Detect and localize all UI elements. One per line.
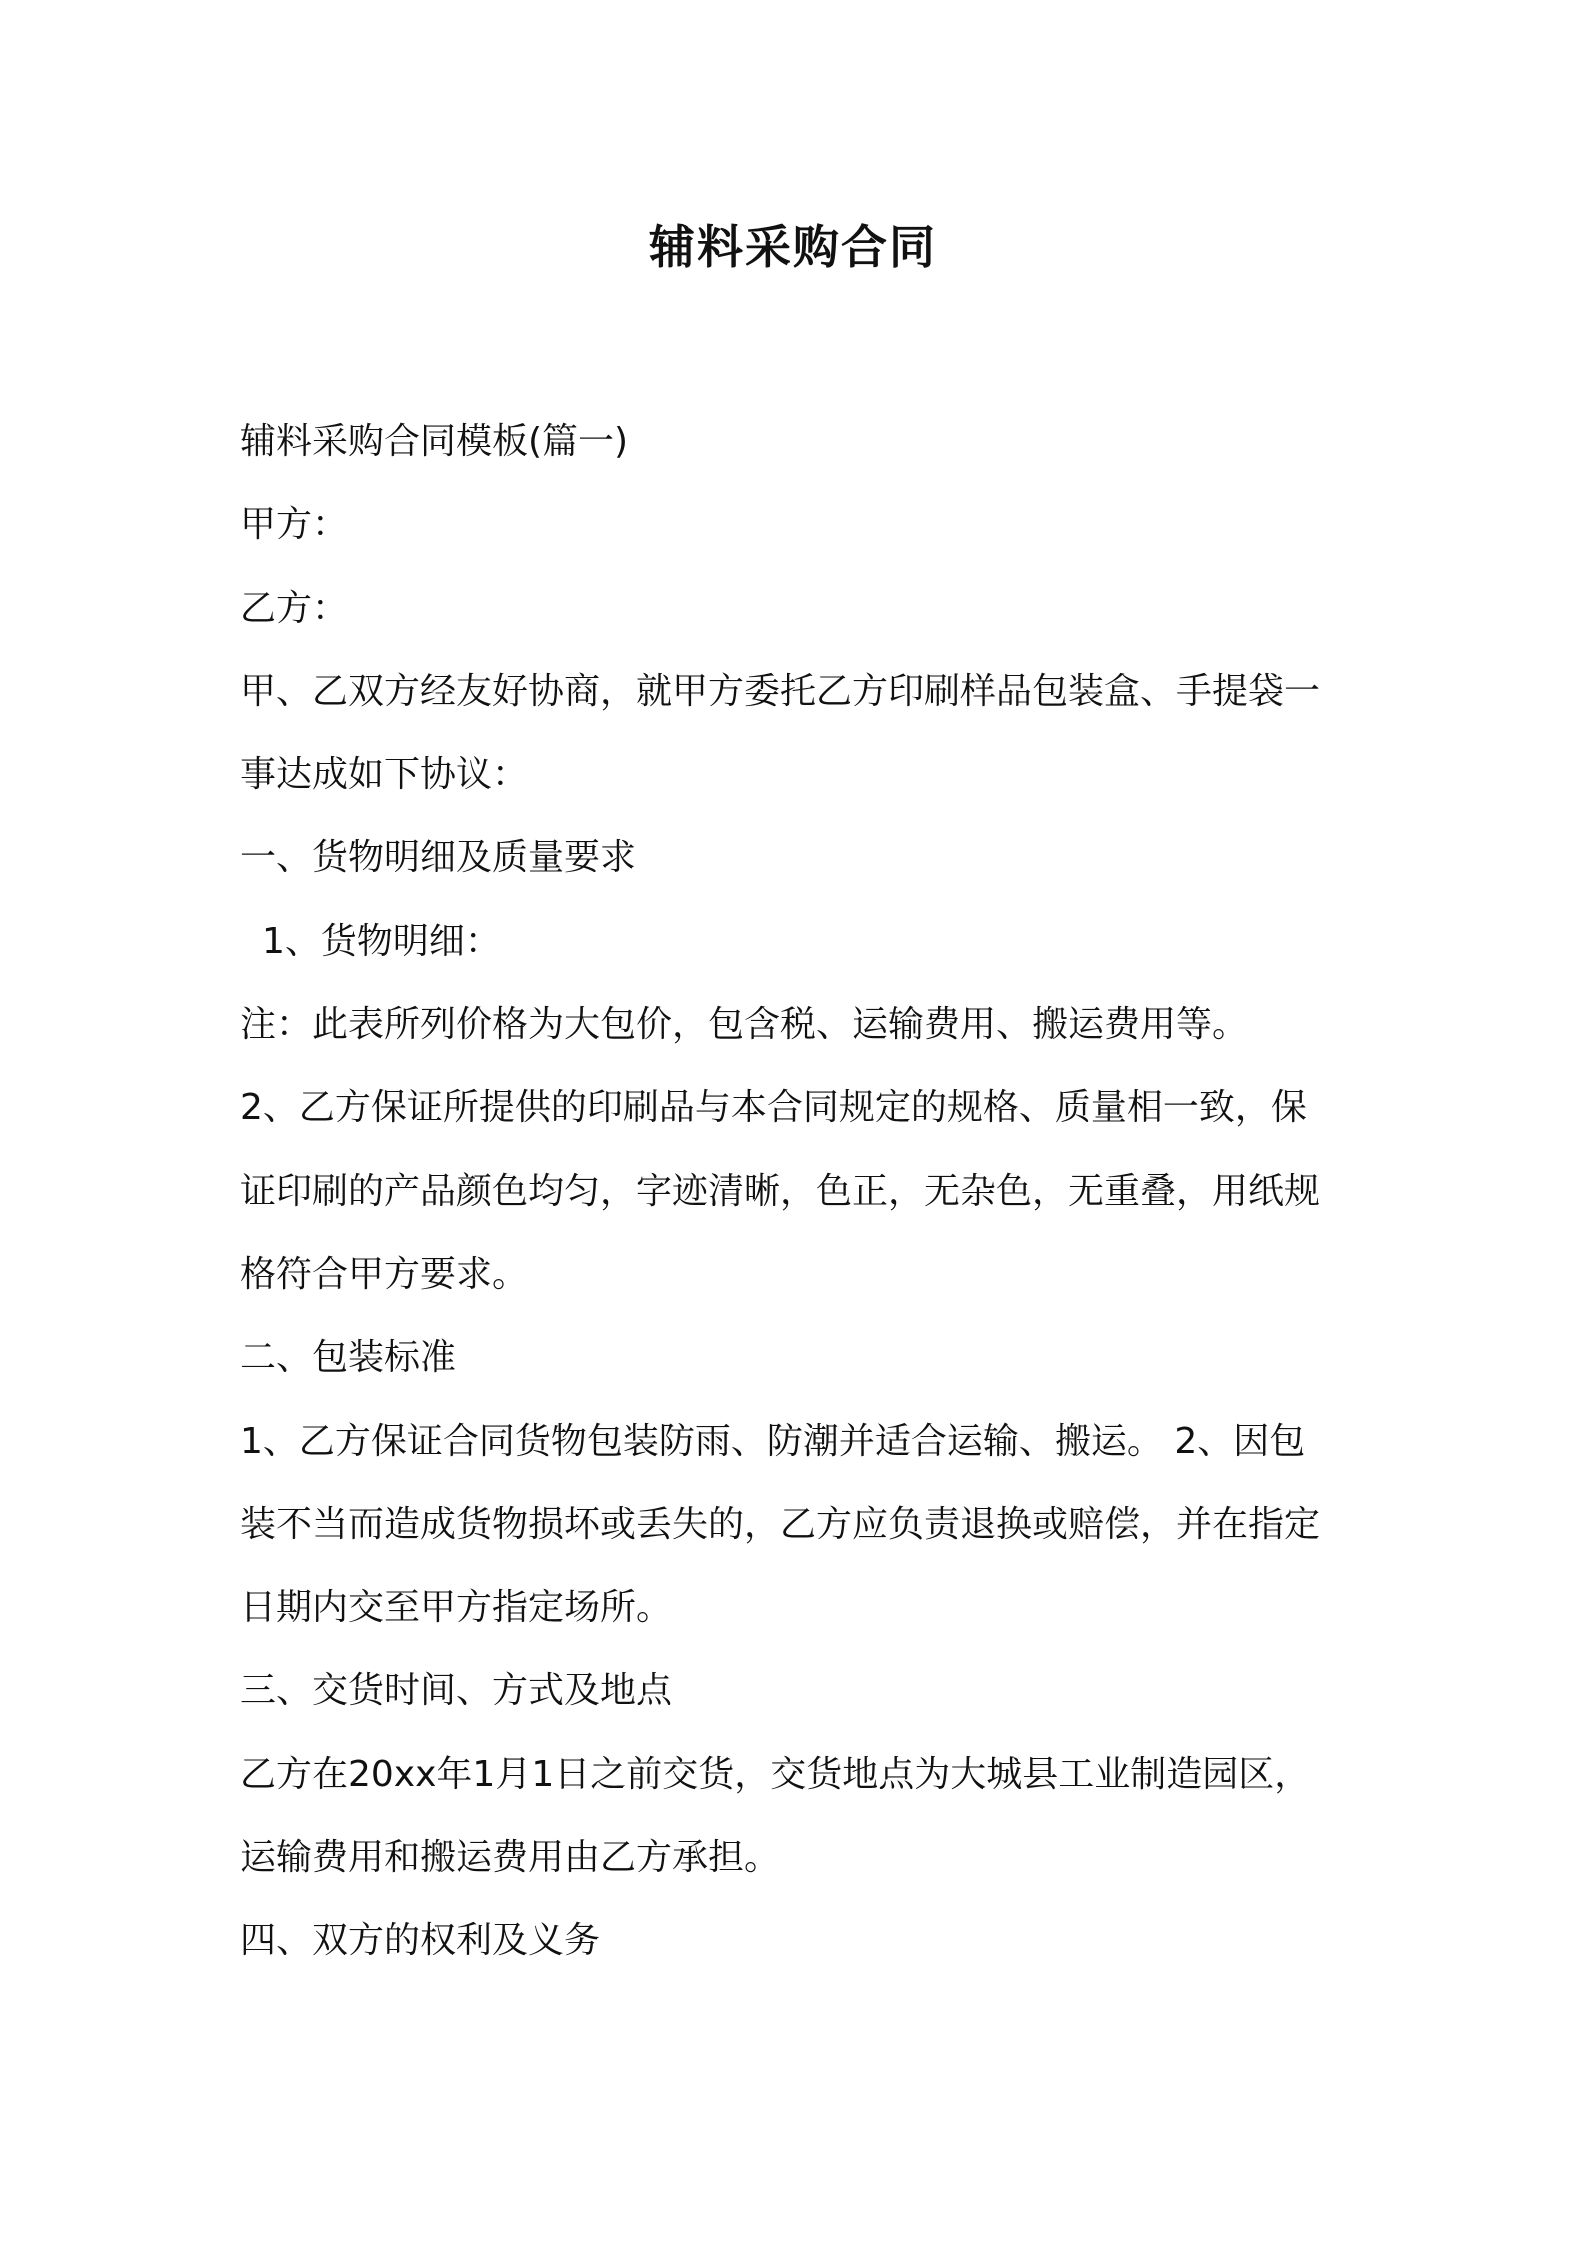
list-item-line: 1、货物明细： <box>262 920 501 962</box>
paragraph-line: 格符合甲方要求。 <box>240 1253 529 1295</box>
paragraph-line: 证印刷的产品颜色均匀，字迹清晰，色正，无杂色，无重叠，用纸规 <box>240 1170 1321 1212</box>
paragraph-line: 甲、乙双方经友好协商，就甲方委托乙方印刷样品包装盒、手提袋一 <box>240 670 1321 712</box>
paragraph-line: 装不当而造成货物损坏或丢失的，乙方应负责退换或赔偿，并在指定 <box>240 1503 1321 1545</box>
section-heading-1: 一、货物明细及质量要求 <box>240 837 637 879</box>
paragraph-line: 2、乙方保证所提供的印刷品与本合同规定的规格、质量相一致，保 <box>240 1087 1307 1129</box>
paragraph-line: 事达成如下协议： <box>240 754 529 796</box>
document-body <box>240 400 1360 1983</box>
paragraph-line: 乙方在20xx年1月1日之前交货，交货地点为大城县工业制造园区， <box>240 1753 1311 1795</box>
section-heading-2: 二、包装标准 <box>240 1337 457 1379</box>
paragraph-line: 运输费用和搬运费用由乙方承担。 <box>240 1837 781 1879</box>
document-title: 辅料采购合同 <box>649 220 937 274</box>
paragraph-line: 日期内交至甲方指定场所。 <box>240 1587 673 1629</box>
party-a-line: 甲方： <box>240 504 349 546</box>
note-line: 注：此表所列价格为大包价，包含税、运输费用、搬运费用等。 <box>240 1004 1249 1046</box>
party-b-line: 乙方： <box>240 587 349 629</box>
paragraph-line: 1、乙方保证合同货物包装防雨、防潮并适合运输、搬运。 2、因包 <box>240 1420 1306 1462</box>
subtitle-line: 辅料采购合同模板(篇一) <box>240 421 629 462</box>
section-heading-4: 四、双方的权利及义务 <box>240 1920 601 1962</box>
section-heading-3: 三、交货时间、方式及地点 <box>240 1670 673 1712</box>
